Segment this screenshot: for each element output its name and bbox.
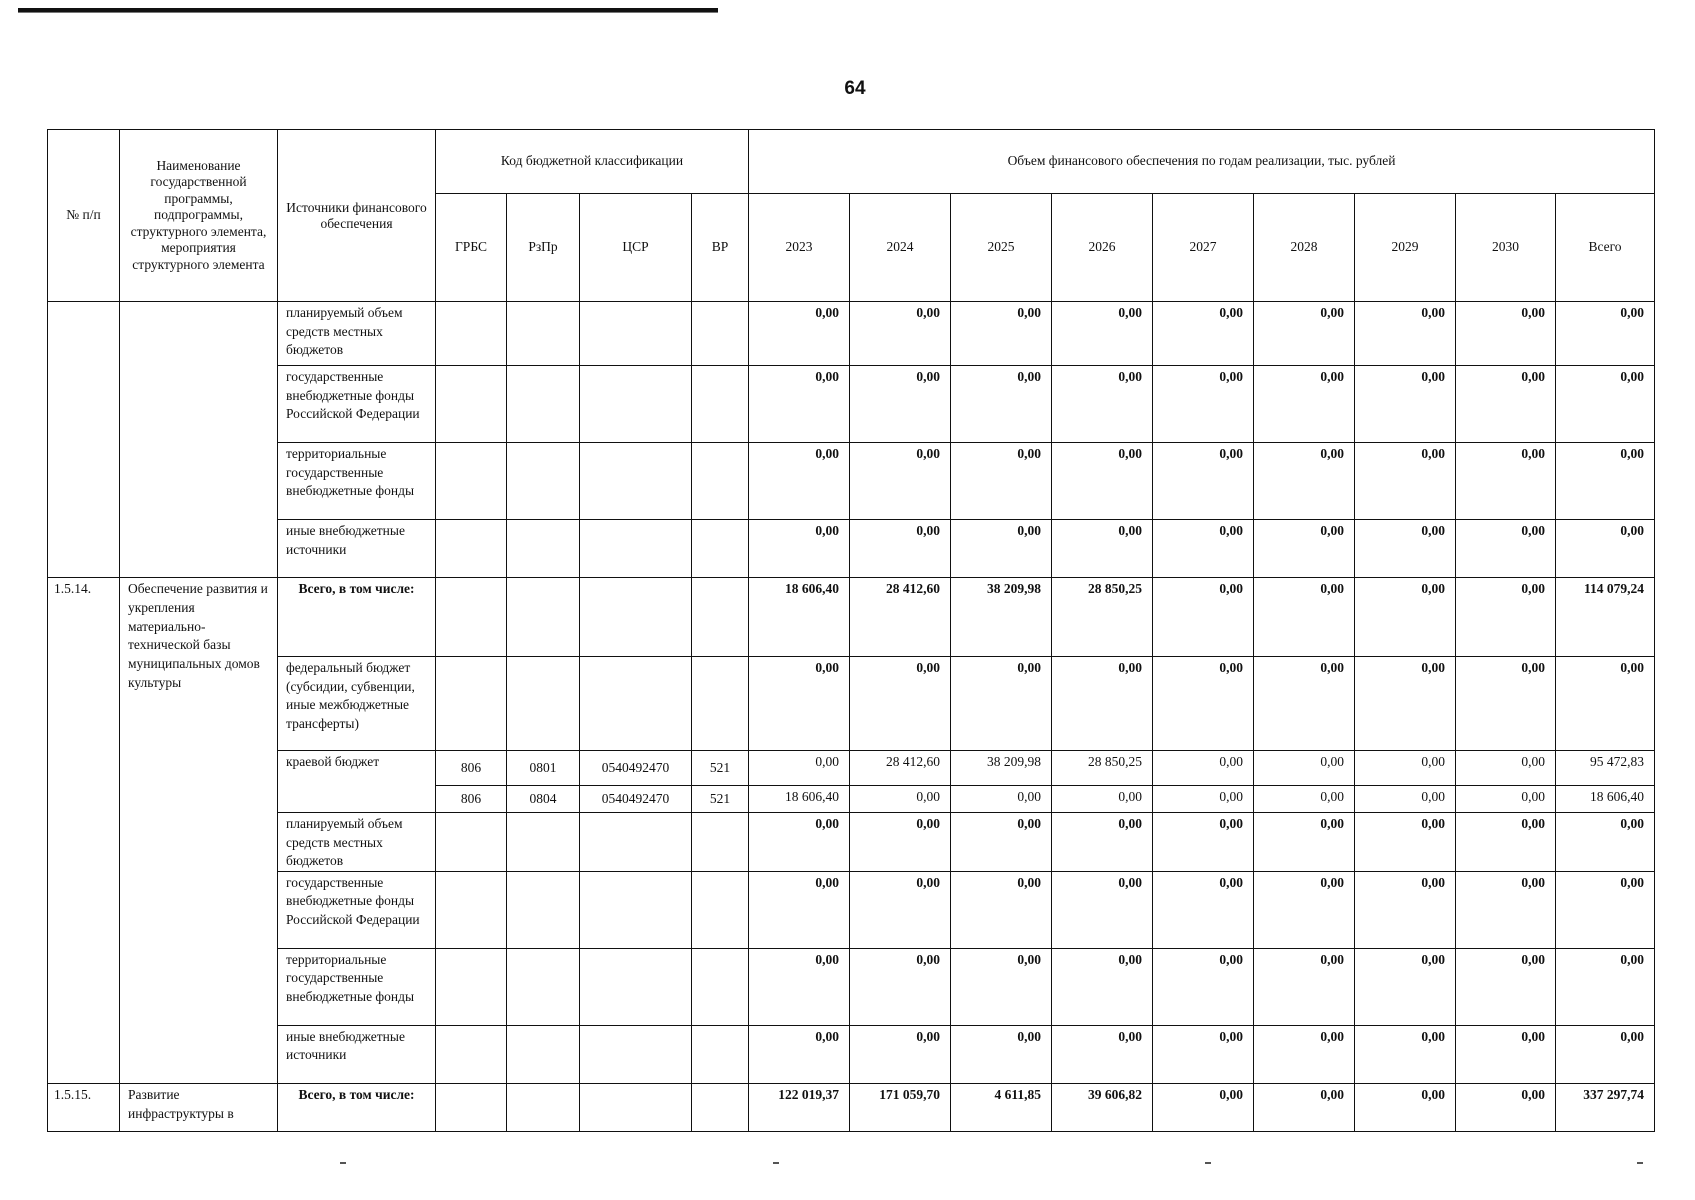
code-cell: [692, 657, 749, 751]
source-cell: краевой бюджет: [278, 751, 436, 813]
source-cell: государственные внебюджетные фонды Российской Федерации: [278, 366, 436, 443]
value-cell: 0,00: [1052, 302, 1153, 366]
source-cell: иные внебюджетные источники: [278, 520, 436, 578]
value-cell: 0,00: [850, 1025, 951, 1083]
value-cell: 171 059,70: [850, 1083, 951, 1131]
value-cell: 0,00: [850, 948, 951, 1025]
code-cell: [507, 948, 580, 1025]
value-cell: 0,00: [1456, 948, 1556, 1025]
code-rzpr: 0801: [507, 751, 580, 786]
table-row: [48, 813, 1655, 872]
header-year-2024: 2024: [850, 194, 951, 302]
value-cell: 0,00: [1355, 302, 1456, 366]
code-cell: [580, 871, 692, 948]
code-cell: [436, 948, 507, 1025]
table-row: [48, 443, 1655, 520]
value-cell: 122 019,37: [749, 1083, 850, 1131]
code-cell: [507, 366, 580, 443]
value-cell: 0,00: [1254, 443, 1355, 520]
code-cell: [692, 871, 749, 948]
value-cell: 0,00: [1456, 813, 1556, 872]
code-cell: [436, 302, 507, 366]
code-cell: [436, 578, 507, 657]
item-name: Обеспечение развития и укрепления материально-технической базы муниципальных домов культуры: [120, 578, 278, 1084]
code-cell: [580, 813, 692, 872]
value-cell: 0,00: [850, 302, 951, 366]
value-cell: 114 079,24: [1556, 578, 1655, 657]
value-cell: 28 850,25: [1052, 751, 1153, 786]
scan-mark: [1637, 1162, 1643, 1164]
value-cell: 0,00: [749, 948, 850, 1025]
source-cell: иные внебюджетные источники: [278, 1025, 436, 1083]
code-cell: [507, 657, 580, 751]
header-grbs: ГРБС: [436, 194, 507, 302]
value-cell: 0,00: [1052, 871, 1153, 948]
value-cell: 28 412,60: [850, 751, 951, 786]
code-cell: [507, 1025, 580, 1083]
code-cell: [692, 1025, 749, 1083]
code-cell: [436, 520, 507, 578]
value-cell: 18 606,40: [749, 786, 850, 813]
num-cell-empty: [48, 302, 120, 578]
value-cell: 0,00: [1254, 786, 1355, 813]
code-cell: [580, 578, 692, 657]
value-cell: 0,00: [1456, 443, 1556, 520]
header-year-2027: 2027: [1153, 194, 1254, 302]
code-cell: [436, 443, 507, 520]
source-cell: территориальные государственные внебюджетные фонды: [278, 443, 436, 520]
financing-table: [47, 129, 1655, 1132]
code-grbs: 806: [436, 786, 507, 813]
value-cell: 0,00: [1052, 366, 1153, 443]
source-total-label: Всего, в том числе:: [278, 1083, 436, 1131]
value-cell: 0,00: [749, 751, 850, 786]
value-cell: 0,00: [1153, 1083, 1254, 1131]
source-cell: планируемый объем средств местных бюджетов: [278, 813, 436, 872]
value-cell: 0,00: [1355, 813, 1456, 872]
value-cell: 0,00: [1355, 1083, 1456, 1131]
value-cell: 0,00: [951, 813, 1052, 872]
value-cell: 0,00: [1153, 813, 1254, 872]
header-year-2029: 2029: [1355, 194, 1456, 302]
value-cell: 0,00: [1153, 366, 1254, 443]
code-cell: [692, 948, 749, 1025]
scan-mark: [773, 1162, 779, 1164]
value-cell: 0,00: [951, 443, 1052, 520]
value-cell: 0,00: [1153, 786, 1254, 813]
header-year-2026: 2026: [1052, 194, 1153, 302]
value-cell: 0,00: [1052, 657, 1153, 751]
value-cell: 0,00: [850, 366, 951, 443]
code-rzpr: 0804: [507, 786, 580, 813]
header-total: Всего: [1556, 194, 1655, 302]
code-cell: [580, 302, 692, 366]
value-cell: 0,00: [1456, 520, 1556, 578]
code-cell: [436, 1083, 507, 1131]
value-cell: 0,00: [749, 366, 850, 443]
value-cell: 0,00: [1355, 520, 1456, 578]
top-border-line: [18, 12, 718, 13]
header-csr: ЦСР: [580, 194, 692, 302]
value-cell: 0,00: [1456, 578, 1556, 657]
value-cell: 0,00: [1254, 1083, 1355, 1131]
code-cell: [436, 657, 507, 751]
value-cell: 0,00: [1153, 751, 1254, 786]
value-cell: 0,00: [1254, 948, 1355, 1025]
code-cell: [692, 302, 749, 366]
value-cell: 0,00: [1355, 871, 1456, 948]
table-row: [48, 948, 1655, 1025]
value-cell: 0,00: [1456, 871, 1556, 948]
value-cell: 0,00: [1556, 443, 1655, 520]
code-cell: [580, 1025, 692, 1083]
table-row: [48, 578, 1655, 657]
value-cell: 0,00: [1456, 366, 1556, 443]
value-cell: 28 412,60: [850, 578, 951, 657]
value-cell: 0,00: [951, 520, 1052, 578]
value-cell: 0,00: [850, 520, 951, 578]
code-vr: 521: [692, 786, 749, 813]
value-cell: 0,00: [850, 786, 951, 813]
table-row: [48, 366, 1655, 443]
code-csr: 0540492470: [580, 786, 692, 813]
value-cell: 0,00: [1556, 302, 1655, 366]
source-cell: планируемый объем средств местных бюджетов: [278, 302, 436, 366]
value-cell: 0,00: [951, 657, 1052, 751]
name-cell-empty: [120, 302, 278, 578]
value-cell: 0,00: [749, 813, 850, 872]
code-cell: [692, 366, 749, 443]
value-cell: 38 209,98: [951, 578, 1052, 657]
source-cell: территориальные государственные внебюджетные фонды: [278, 948, 436, 1025]
value-cell: 4 611,85: [951, 1083, 1052, 1131]
code-cell: [580, 657, 692, 751]
page-number: 64: [844, 78, 866, 99]
table-row: [48, 1025, 1655, 1083]
header-name: Наименование государственной программы, подпрограммы, структурного элемента, мероприятия структурного элемента: [120, 130, 278, 302]
value-cell: 0,00: [1556, 520, 1655, 578]
code-grbs: 806: [436, 751, 507, 786]
value-cell: 0,00: [1052, 813, 1153, 872]
value-cell: 0,00: [1556, 657, 1655, 751]
value-cell: 0,00: [1456, 1083, 1556, 1131]
code-cell: [580, 443, 692, 520]
value-cell: 0,00: [749, 520, 850, 578]
scan-mark: [340, 1162, 346, 1164]
value-cell: 0,00: [749, 302, 850, 366]
value-cell: 0,00: [1153, 443, 1254, 520]
value-cell: 0,00: [1052, 443, 1153, 520]
table-body: [48, 302, 1655, 1132]
code-cell: [436, 1025, 507, 1083]
value-cell: 0,00: [850, 813, 951, 872]
code-csr: 0540492470: [580, 751, 692, 786]
value-cell: 28 850,25: [1052, 578, 1153, 657]
value-cell: 0,00: [1153, 520, 1254, 578]
value-cell: 0,00: [951, 302, 1052, 366]
value-cell: 0,00: [1153, 871, 1254, 948]
source-total-label: Всего, в том числе:: [278, 578, 436, 657]
value-cell: 0,00: [951, 1025, 1052, 1083]
header-year-2025: 2025: [951, 194, 1052, 302]
value-cell: 0,00: [1254, 813, 1355, 872]
code-cell: [507, 871, 580, 948]
value-cell: 0,00: [749, 443, 850, 520]
value-cell: 0,00: [1355, 443, 1456, 520]
value-cell: 0,00: [1355, 786, 1456, 813]
value-cell: 18 606,40: [1556, 786, 1655, 813]
value-cell: 0,00: [1153, 948, 1254, 1025]
value-cell: 0,00: [1456, 786, 1556, 813]
value-cell: 0,00: [1153, 657, 1254, 751]
code-cell: [507, 302, 580, 366]
value-cell: 0,00: [749, 1025, 850, 1083]
code-cell: [580, 520, 692, 578]
value-cell: 0,00: [1556, 1025, 1655, 1083]
source-cell: государственные внебюджетные фонды Российской Федерации: [278, 871, 436, 948]
source-cell: федеральный бюджет (субсидии, субвенции, иные межбюджетные трансферты): [278, 657, 436, 751]
value-cell: 39 606,82: [1052, 1083, 1153, 1131]
value-cell: 337 297,74: [1556, 1083, 1655, 1131]
header-year-2023: 2023: [749, 194, 850, 302]
value-cell: 0,00: [1254, 578, 1355, 657]
item-number: 1.5.14.: [48, 578, 120, 1084]
value-cell: 0,00: [1153, 1025, 1254, 1083]
table-row: [48, 302, 1655, 366]
code-cell: [507, 813, 580, 872]
value-cell: 0,00: [951, 366, 1052, 443]
value-cell: 0,00: [1456, 751, 1556, 786]
scan-mark: [1205, 1162, 1211, 1164]
code-cell: [692, 813, 749, 872]
code-vr: 521: [692, 751, 749, 786]
table-row: [48, 1083, 1655, 1131]
value-cell: 0,00: [1556, 366, 1655, 443]
value-cell: 0,00: [951, 786, 1052, 813]
code-cell: [692, 578, 749, 657]
value-cell: 0,00: [1052, 786, 1153, 813]
value-cell: 0,00: [1355, 657, 1456, 751]
value-cell: 0,00: [850, 657, 951, 751]
value-cell: 0,00: [1556, 871, 1655, 948]
value-cell: 38 209,98: [951, 751, 1052, 786]
header-year-2028: 2028: [1254, 194, 1355, 302]
value-cell: 0,00: [850, 443, 951, 520]
header-vr: ВР: [692, 194, 749, 302]
code-cell: [692, 443, 749, 520]
value-cell: 95 472,83: [1556, 751, 1655, 786]
value-cell: 0,00: [1355, 948, 1456, 1025]
value-cell: 0,00: [1355, 366, 1456, 443]
header-source: Источники финансового обеспечения: [278, 130, 436, 302]
code-cell: [436, 813, 507, 872]
header-rzpr: РзПр: [507, 194, 580, 302]
item-number: 1.5.15.: [48, 1083, 120, 1131]
value-cell: 0,00: [1052, 520, 1153, 578]
value-cell: 0,00: [1254, 751, 1355, 786]
value-cell: 0,00: [1153, 302, 1254, 366]
header-year-2030: 2030: [1456, 194, 1556, 302]
value-cell: 0,00: [749, 871, 850, 948]
table-row: [48, 520, 1655, 578]
value-cell: 0,00: [1355, 578, 1456, 657]
value-cell: 0,00: [850, 871, 951, 948]
value-cell: 0,00: [1052, 948, 1153, 1025]
value-cell: 0,00: [1355, 1025, 1456, 1083]
header-code-group: Код бюджетной классификации: [436, 130, 749, 194]
code-cell: [507, 443, 580, 520]
value-cell: 0,00: [1254, 302, 1355, 366]
value-cell: 0,00: [1456, 302, 1556, 366]
value-cell: 0,00: [951, 948, 1052, 1025]
value-cell: 0,00: [951, 871, 1052, 948]
code-cell: [507, 578, 580, 657]
code-cell: [580, 366, 692, 443]
code-cell: [436, 366, 507, 443]
value-cell: 0,00: [1556, 813, 1655, 872]
value-cell: 0,00: [1254, 366, 1355, 443]
value-cell: 0,00: [1254, 1025, 1355, 1083]
table-row: [48, 751, 1655, 786]
code-cell: [580, 948, 692, 1025]
value-cell: 0,00: [1254, 657, 1355, 751]
header-volume-group: Объем финансового обеспечения по годам реализации, тыс. рублей: [749, 130, 1655, 194]
value-cell: 0,00: [1052, 1025, 1153, 1083]
value-cell: 0,00: [749, 657, 850, 751]
value-cell: 0,00: [1254, 520, 1355, 578]
value-cell: 0,00: [1456, 1025, 1556, 1083]
header-num: № п/п: [48, 130, 120, 302]
code-cell: [580, 1083, 692, 1131]
code-cell: [507, 1083, 580, 1131]
code-cell: [692, 1083, 749, 1131]
value-cell: 0,00: [1355, 751, 1456, 786]
value-cell: 0,00: [1556, 948, 1655, 1025]
value-cell: 0,00: [1153, 578, 1254, 657]
code-cell: [436, 871, 507, 948]
item-name: Развитие инфраструктуры в: [120, 1083, 278, 1131]
value-cell: 0,00: [1456, 657, 1556, 751]
value-cell: 0,00: [1254, 871, 1355, 948]
code-cell: [507, 520, 580, 578]
table-row: [48, 657, 1655, 751]
code-cell: [692, 520, 749, 578]
value-cell: 18 606,40: [749, 578, 850, 657]
table-row: [48, 871, 1655, 948]
